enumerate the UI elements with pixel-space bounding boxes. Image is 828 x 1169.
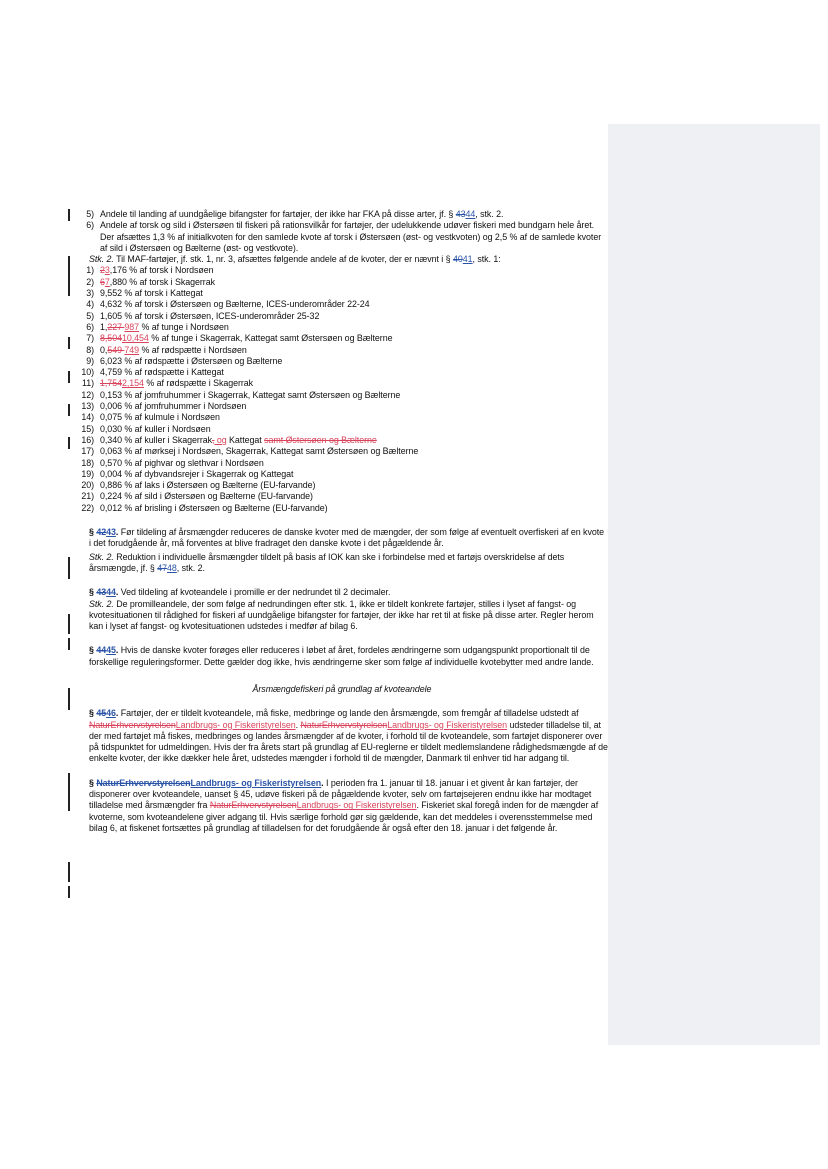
- quota-list-item: 17) 0,063 % af mørksej i Nordsøen, Skagerrak, Kattegat samt Østersøen og Bælterne: [81, 446, 419, 457]
- quota-list-item: 5) 1,605 % af torsk i Østersøen, ICES-underområder 25-32: [86, 310, 320, 321]
- change-bar: [68, 862, 70, 882]
- quota-list-item: 3) 9,552 % af torsk i Kattegat: [86, 288, 203, 299]
- list-item: 5) Andele til landing af uundgåelige bifangster for fartøjer, der ikke har FKA på disse arter, jf. § 4344, stk. 2.: [86, 209, 504, 219]
- change-bar: [68, 688, 70, 710]
- change-bar: [68, 773, 70, 811]
- quota-list-item: 13) 0,006 % af jomfruhummer i Nordsøen: [81, 401, 247, 412]
- quota-list-item: 12) 0,153 % af jomfruhummer i Skagerrak, Kattegat samt Østersøen og Bælterne: [81, 389, 401, 400]
- quota-list-item: 19) 0,004 % af dybvandsrejer i Skagerrak og Kattegat: [81, 468, 294, 479]
- list-item: 6) Andele af torsk og sild i Østersøen til fiskeri på rationsvilkår for fartøjer, der udelukkende udøver fiskeri med bundgarn hele året. Der afsættes 1,3 % af initialkvoten for den samlede kvote af torsk i Østersøen (øst- og vestkvoten) og 2,5 % af de samlede kvoter af sild i Østersøen og Bælterne (øst- og vestkvote).: [86, 220, 602, 253]
- document-body: [76, 209, 608, 834]
- quota-list-item: 20) 0,886 % af laks i Østersøen og Bælterne (EU-farvande): [81, 480, 316, 491]
- change-bar: [68, 886, 70, 898]
- quota-list-item: 9) 6,023 % af rødspætte i Østersøen og Bælterne: [86, 355, 283, 366]
- section-46: § 4546. Fartøjer, der er tildelt kvoteandele, må fiske, medbringe og lande den årsmængde, som fremgår af tilladelse udstedt af NaturErhvervstyrelsenLandbrugs- og Fiskeristyrelsen. NaturErhvervstyrelsenLandbrugs- og Fiskeristyrelsen udsteder tilladelse til, at der med fartøjet må fiskes, medbringes og landes årsmængder af de kvoter, i forhold til de kvoteandele, som fartøjet disponerer over på tidspunktet for udmeldingen. Hvis der fra årets start på grundlag af EU-reglerne er tildelt medlemslandene rådighedsmængde af de enkelte kvoter, der ikke dækker hele året, udstedes mængder i forhold til de mængder, Danmark til enhver tid har adgang til.: [89, 708, 608, 764]
- quota-list-item: 4) 4,632 % af torsk i Østersøen og Bælterne, ICES-underområder 22-24: [86, 299, 370, 310]
- section-heading: Årsmængdefiskeri på grundlag af kvoteandele: [252, 683, 432, 694]
- change-bar: [68, 404, 70, 416]
- section-43: § 4243. Før tildeling af årsmængder reduceres de danske kvoter med de mængder, der som følge af eventuelt overfiskeri af en kvote i det forudgående år, må forventes at blive fradraget den danske kvote i det pågældende år. Stk. 2. Reduktion i individuelle årsmængder tildelt på basis af IOK kan ske i forbindelse med et fartøjs overskridelse af dets årsmængde, jf. § 4748, stk. 2.: [89, 527, 605, 573]
- quota-list-item: 14) 0,075 % af kulmule i Nordsøen: [81, 412, 220, 423]
- quota-list-item: 10) 4,759 % af rødspætte i Kattegat: [81, 367, 224, 378]
- quota-list-item: 6) 1,227 987 % af tunge i Nordsøen: [86, 321, 229, 332]
- change-bar: [68, 437, 70, 449]
- change-bar: [68, 256, 70, 296]
- section-47: § NaturErhvervstyrelsenLandbrugs- og Fiskeristyrelsen. I perioden fra 1. januar til 18. januar i et givent år kan fartøjer, der disponerer over kvoteandele, uanset § 45, udøve fiskeri på de pågældende kvoter, selv om fartøjsejeren endnu ikke har modtaget tilladelse med årsmængder fra NaturErhvervstyrelsenLandbrugs- og Fiskeristyrelsen. Fiskeriet skal foregå inden for de mængder af kvoterne, som kvoteandelene giver adgang til. Hvis særlige forhold gør sig gældende, kan det meddeles i overensstemmelse med bilag 6, at fiskenet fortsættes på grundlag af tilladelsen for det forudgående år også efter den 18. januar i det følgende år.: [89, 777, 599, 833]
- change-bar: [68, 371, 70, 383]
- quota-list: [76, 265, 608, 514]
- quota-list-item: 21) 0,224 % af sild i Østersøen og Bælterne (EU-farvande): [81, 491, 313, 502]
- quota-list-item: 15) 0,030 % af kuller i Nordsøen: [81, 423, 211, 434]
- comment-margin-panel: [608, 124, 820, 1045]
- quota-list-item: 16) 0,340 % af kuller i Skagerrak, og Kattegat samt Østersøen og Bælterne: [81, 434, 377, 445]
- section-44: § 4344. Ved tildeling af kvoteandele i promille er der nedrundet til 2 decimaler. Stk. 2. De promilleandele, der som følge af nedrundingen efter stk. 1, ikke er tildelt konkrete fartøjer, stilles i lyset af fangst- og kvotesituationen til rådighed for fiskeri af uundgåelige bifangster for fartøjer, der ikke har ret til at fiske på disse arter. Regler herom kan i lyset af fangst- og kvotesituationen udstedes i medfør af bilag 6.: [89, 587, 594, 632]
- quota-list-item: 7) 8,50410,454 % af tunge i Skagerrak, Kattegat samt Østersøen og Bælterne: [86, 333, 393, 344]
- change-bar: [68, 557, 70, 579]
- quota-list-item: 8) 0,549 749 % af rødspætte i Nordsøen: [86, 344, 247, 355]
- change-bar: [68, 638, 70, 650]
- quota-list-item: 11) 1,7542,154 % af rødspætte i Skagerrak: [81, 378, 254, 389]
- change-bar: [68, 209, 70, 221]
- quota-list-item: 18) 0,570 % af pighvar og slethvar i Nordsøen: [81, 457, 264, 468]
- change-bar: [68, 337, 70, 349]
- quota-list-item: 1) 23,176 % af torsk i Nordsøen: [86, 265, 214, 276]
- section-45: § 4445. Hvis de danske kvoter forøges eller reduceres i løbet af året, fordeles ændringerne som udgangspunkt proportionalt til de forskellige reguleringsformer. Dette gælder dog ikke, hvis ændringerne sker som følge af individuelle kvotebytter med andre lande.: [89, 645, 594, 667]
- quota-list-item: 22) 0,012 % af brisling i Østersøen og Bælterne (EU-farvande): [81, 502, 328, 513]
- change-bar: [68, 614, 70, 634]
- quota-list-item: 2) 67,880 % af torsk i Skagerrak: [86, 276, 215, 287]
- stk-paragraph: Stk. 2. Til MAF-fartøjer, jf. stk. 1, nr. 3, afsættes følgende andele af de kvoter, der er nævnt i § 4041, stk. 1:: [89, 254, 501, 265]
